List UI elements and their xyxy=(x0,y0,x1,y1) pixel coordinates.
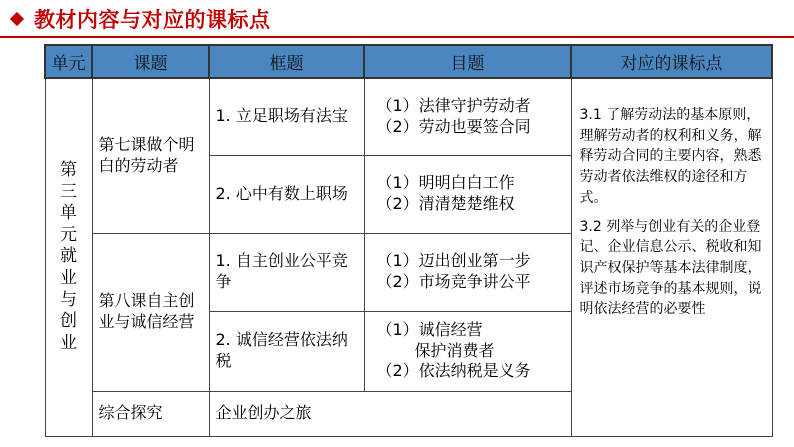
lesson-cell: 综合探究 xyxy=(92,391,209,436)
frame-cell: 2. 心中有数上职场 xyxy=(209,155,364,233)
goal-cell: （1）诚信经营 保护消费者 （2）依法纳税是义务 xyxy=(364,311,571,391)
column-header-lesson: 课题 xyxy=(92,45,209,78)
lesson-cell: 第七课做个明白的劳动者 xyxy=(92,78,209,233)
column-header-unit: 单元 xyxy=(45,45,92,78)
standard-item: 3.2 列举与创业有关的企业登记、企业信息公示、税收和知识产权保护等基本法律制度，评述市场竞争的基本规则，说明依法经营的必要性 xyxy=(579,218,762,318)
goal-cell: （1）明明白白工作 （2）清清楚楚维权 xyxy=(364,155,571,233)
frame-cell: 1. 自主创业公平竞争 xyxy=(209,233,364,311)
goal-cell: （1）迈出创业第一步 （2）市场竞争讲公平 xyxy=(364,233,571,311)
standards-cell xyxy=(571,78,772,436)
page-title: 教材内容与对应的课标点 xyxy=(34,8,271,32)
column-header-goal: 目题 xyxy=(364,45,571,78)
synthesis-content-cell: 企业创办之旅 xyxy=(209,391,571,436)
header-divider xyxy=(0,36,794,38)
lesson-cell: 第八课自主创业与诚信经营 xyxy=(92,233,209,391)
table-header-row xyxy=(45,45,772,78)
table-row xyxy=(45,78,772,155)
standard-item: 3.1 了解劳动法的基本原则，理解劳动者的权利和义务，解释劳动合同的主要内容，熟悉劳动者依法维权的途径和方式。 xyxy=(579,107,762,206)
content-table xyxy=(44,44,773,437)
diamond-bullet-icon xyxy=(10,12,24,26)
section-header xyxy=(6,2,271,36)
column-header-frame: 框题 xyxy=(209,45,364,78)
frame-cell: 2. 诚信经营依法纳税 xyxy=(209,311,364,391)
unit-cell: 第 三 单 元 就 业 与 创 业 xyxy=(45,78,92,436)
column-header-standard: 对应的课标点 xyxy=(571,45,772,78)
frame-cell: 1. 立足职场有法宝 xyxy=(209,78,364,155)
goal-cell: （1）法律守护劳动者 （2）劳动也要签合同 xyxy=(364,78,571,155)
